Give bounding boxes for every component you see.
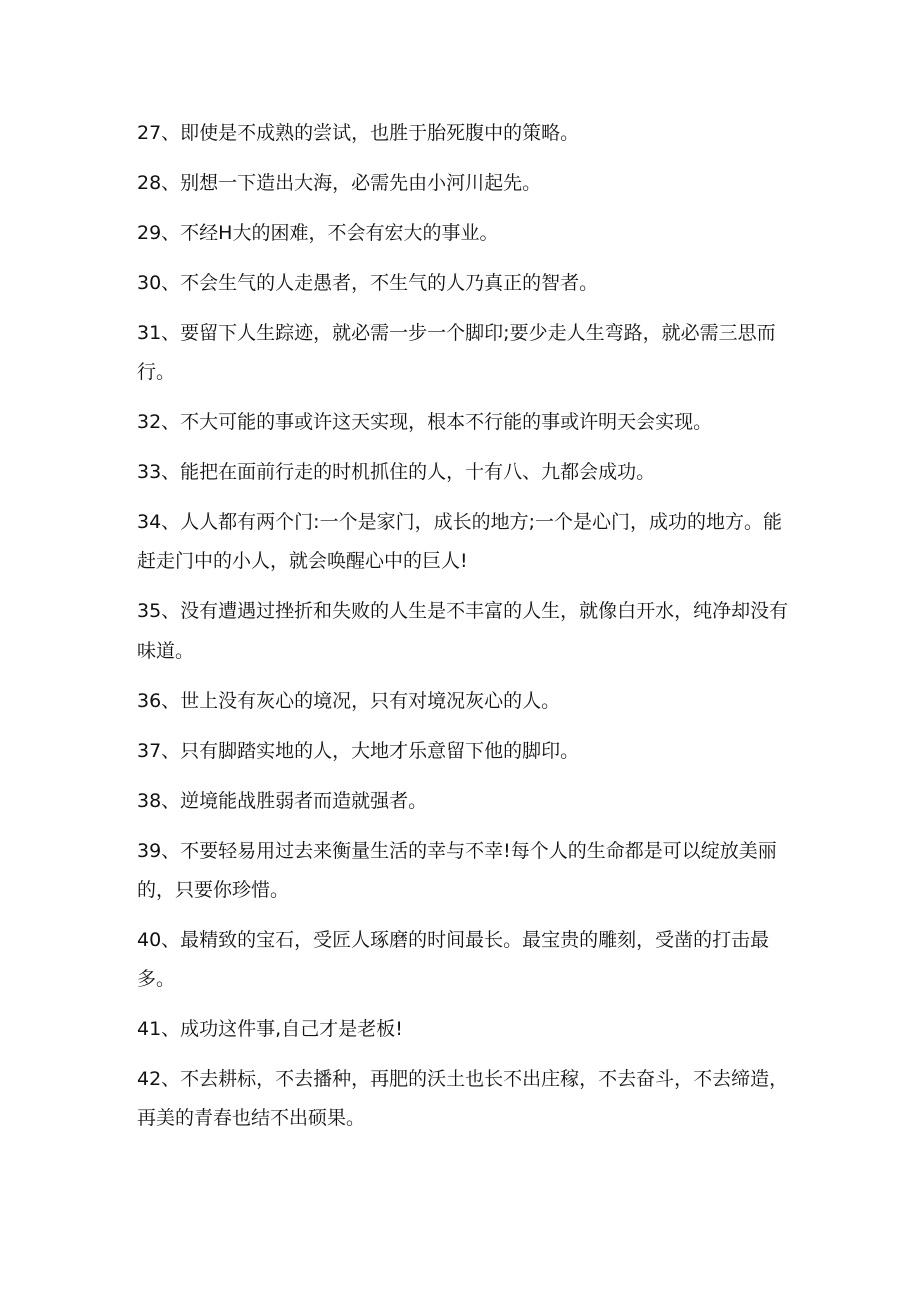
quote-37: 37、只有脚踏实地的人，大地才乐意留下他的脚印。 <box>137 739 580 762</box>
quote-31: 31、要留下人生踪迹，就必需一步一个脚印;要少走人生弯路，就必需三思而行。 <box>137 322 776 384</box>
quote-32: 32、不大可能的事或许这天实现，根本不行能的事或许明天会实现。 <box>137 411 713 434</box>
quote-30: 30、不会生气的人走愚者，不生气的人乃真正的智者。 <box>137 272 599 294</box>
quote-38: 38、逆境能战胜弱者而造就强者。 <box>137 789 428 812</box>
quote-34: 34、人人都有两个门:一个是家门，成长的地方;一个是心门，成功的地方。能赶走门中的小人，就会唤醒心中的巨人! <box>137 511 782 573</box>
quote-33: 33、能把在面前行走的时机抓住的人，十有八、九都会成功。 <box>137 461 656 484</box>
quote-29: 29、不经H大的困难，不会有宏大的事业。 <box>137 222 499 244</box>
quote-41: 41、成功这件事,自己才是老板! <box>137 1018 403 1041</box>
quote-28: 28、别想一下造出大海，必需先由小河川起先。 <box>137 172 542 194</box>
quote-40: 40、最精致的宝石，受匠人琢磨的时间最长。最宝贵的雕刻，受凿的打击最多。 <box>137 928 770 991</box>
quote-list <box>137 114 792 1149</box>
quote-35: 35、没有遭遇过挫折和失败的人生是不丰富的人生，就像白开水，纯净却没有味道。 <box>137 600 789 662</box>
quote-36: 36、世上没有灰心的境况，只有对境况灰心的人。 <box>137 689 561 712</box>
quote-27: 27、即使是不成熟的尝试，也胜于胎死腹中的策略。 <box>137 122 580 144</box>
quote-42: 42、不去耕标，不去播种，再肥的沃土也长不出庄稼，不去奋斗，不去缔造，再美的青春也结不出硕果。 <box>137 1068 789 1130</box>
quote-39: 39、不要轻易用过去来衡量生活的幸与不幸!每个人的生命都是可以绽放美丽的，只要你珍惜。 <box>137 839 777 901</box>
